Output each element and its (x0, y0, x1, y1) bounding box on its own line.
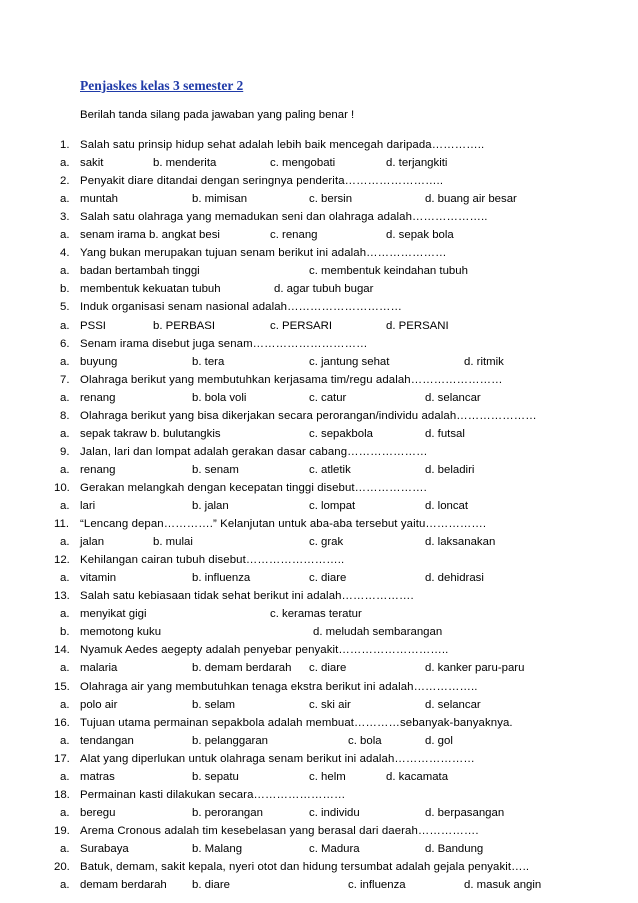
question-text: Salah satu olahraga yang memadukan seni dan olahraga adalah……………….. (80, 211, 488, 224)
answer-option[interactable]: polo air (80, 698, 118, 711)
answer-option[interactable]: b. pelanggaran (192, 734, 269, 747)
question-row (0, 825, 638, 843)
answer-option[interactable]: c. diare (309, 662, 347, 675)
question-text: Kehilangan cairan tubuh disebut…………………….. (80, 554, 345, 567)
answer-option[interactable]: b. influenza (192, 572, 251, 585)
question-number: 3. (60, 211, 70, 224)
question-row (0, 301, 638, 319)
answer-options-row (0, 356, 638, 374)
answer-option[interactable]: demam berdarah (80, 879, 167, 892)
answer-option[interactable]: c. grak (309, 536, 344, 549)
answer-option[interactable]: b. demam berdarah (192, 662, 292, 675)
question-number: 8. (60, 409, 70, 422)
answer-options-row (0, 283, 638, 301)
answer-option[interactable]: b. bola voli (192, 391, 247, 404)
answer-options-row (0, 157, 638, 175)
answer-option[interactable]: d. laksanakan (425, 536, 496, 549)
answer-option[interactable]: vitamin (80, 572, 117, 585)
answer-option[interactable]: c. influenza (348, 879, 406, 892)
answer-option[interactable]: b. jalan (192, 500, 229, 512)
question-text: Induk organisasi senam nasional adalah………………………… (80, 301, 402, 314)
question-number: 6. (60, 337, 70, 350)
answer-option[interactable]: buyung (80, 355, 118, 368)
question-row (0, 717, 638, 735)
answer-option[interactable]: d. ritmik (464, 355, 504, 368)
question-text: Arema Cronous adalah tim kesebelasan yang berasal dari daerah……………. (80, 824, 479, 837)
answer-option[interactable]: b. sepatu (192, 770, 239, 783)
answer-option[interactable]: c. bola (348, 734, 382, 747)
option-letter: a. (60, 608, 70, 621)
answer-option[interactable]: PSSI (80, 319, 106, 332)
answer-option[interactable]: menyikat gigi (80, 608, 147, 621)
question-row (0, 789, 638, 807)
answer-option[interactable]: b. menderita (153, 157, 217, 170)
answer-option[interactable]: b. mulai (153, 536, 193, 549)
answer-options-row (0, 608, 638, 626)
answer-options-row (0, 500, 638, 518)
option-letter: a. (60, 879, 70, 892)
answer-option[interactable]: b. diare (192, 879, 230, 892)
answer-option[interactable]: c. mengobati (270, 157, 336, 170)
answer-options-row (0, 464, 638, 482)
question-text: Permainan kasti dilakukan secara…………………… (80, 788, 346, 801)
question-row (0, 338, 638, 356)
question-row (0, 211, 638, 229)
question-text: Yang bukan merupakan tujuan senam berikut ini adalah………………… (80, 247, 447, 260)
question-number: 2. (60, 175, 70, 188)
answer-option[interactable]: memotong kuku (80, 626, 162, 639)
option-letter: a. (60, 229, 70, 242)
option-letter: b. (60, 283, 70, 296)
answer-option[interactable]: d. terjangkiti (386, 157, 448, 170)
question-text: Jalan, lari dan lompat adalah gerakan dasar cabang………………… (80, 445, 428, 458)
answer-options-row (0, 626, 638, 644)
answer-option[interactable]: malaria (80, 662, 118, 675)
answer-option[interactable]: c. individu (309, 806, 360, 819)
question-text: Olahraga berikut yang bisa dikerjakan secara perorangan/individu adalah………………… (80, 409, 537, 422)
answer-option[interactable]: membentuk kekuatan tubuh (80, 283, 221, 296)
question-row (0, 554, 638, 572)
question-row (0, 644, 638, 662)
answer-option[interactable]: b. tera (192, 355, 225, 368)
question-number: 1. (60, 139, 70, 151)
option-letter: a. (60, 355, 70, 368)
answer-option[interactable]: sakit (80, 157, 104, 170)
option-letter: a. (60, 770, 70, 783)
answer-options-row (0, 879, 638, 897)
answer-option[interactable]: senam irama b. angkat besi (80, 229, 220, 242)
answer-option[interactable]: c. ski air (309, 698, 351, 711)
answer-option[interactable]: d. kanker paru-paru (425, 662, 525, 675)
answer-options-row (0, 193, 638, 211)
answer-option[interactable]: Surabaya (80, 842, 129, 855)
question-number: 4. (60, 247, 70, 260)
answer-option[interactable]: d. selancar (425, 698, 481, 711)
option-letter: a. (60, 319, 70, 332)
answer-option[interactable]: d. PERSANI (386, 319, 449, 332)
answer-option[interactable]: d. loncat (425, 500, 469, 512)
answer-option[interactable]: c. renang (270, 229, 318, 242)
question-text: Salah satu kebiasaan tidak sehat berikut ini adalah………………. (80, 590, 414, 603)
answer-option[interactable]: c. sepakbola (309, 427, 373, 440)
answer-option[interactable]: c. diare (309, 572, 347, 585)
answer-option[interactable]: jalan (80, 536, 105, 549)
answer-option[interactable]: c. lompat (309, 500, 356, 512)
answer-option[interactable]: lari (80, 500, 96, 512)
answer-option[interactable]: c. jantung sehat (309, 355, 390, 368)
answer-option[interactable]: c. PERSARI (270, 319, 333, 332)
instruction-text: Berilah tanda silang pada jawaban yang paling benar ! (80, 109, 355, 121)
answer-option[interactable]: sepak takraw b. bulutangkis (80, 427, 221, 440)
question-text: Senam irama disebut juga senam………………………… (80, 337, 368, 350)
answer-option[interactable]: d. sepak bola (386, 229, 454, 242)
question-number: 7. (60, 373, 70, 386)
answer-options-row (0, 536, 638, 554)
answer-options-row (0, 392, 638, 410)
answer-options-row (0, 320, 638, 338)
answer-option[interactable]: b. senam (192, 463, 239, 476)
page-title: Penjaskes kelas 3 semester 2 (80, 78, 244, 93)
question-number: 15. (54, 680, 70, 693)
question-text: Olahraga air yang membutuhkan tenaga ekstra berikut ini adalah…………….. (80, 680, 478, 693)
answer-option[interactable]: d. agar tubuh bugar (274, 283, 374, 296)
answer-options-row (0, 265, 638, 283)
question-row (0, 681, 638, 699)
question-number: 5. (60, 301, 70, 314)
question-number: 18. (54, 788, 70, 801)
question-row (0, 861, 638, 879)
option-letter: a. (60, 698, 70, 711)
question-text: “Lencang depan………….” Kelanjutan untuk aba-aba tersebut yaitu……………. (80, 518, 487, 531)
answer-option[interactable]: b. Malang (192, 842, 243, 855)
answer-option[interactable]: c. bersin (309, 193, 353, 206)
answer-options-row (0, 699, 638, 717)
answer-option[interactable]: d. beladiri (425, 463, 475, 476)
question-text: Olahraga berikut yang membutuhkan kerjasama tim/regu adalah…………………… (80, 373, 503, 386)
question-row (0, 590, 638, 608)
question-number: 17. (54, 752, 70, 765)
question-row (0, 753, 638, 771)
answer-option[interactable]: c. helm (309, 770, 346, 783)
question-row (0, 175, 638, 193)
answer-options-row (0, 771, 638, 789)
answer-options-row (0, 229, 638, 247)
option-letter: a. (60, 662, 70, 675)
option-letter: a. (60, 391, 70, 404)
question-number: 13. (54, 590, 70, 603)
answer-option[interactable]: muntah (80, 193, 118, 206)
answer-option[interactable]: d. gol (425, 734, 453, 747)
option-letter: a. (60, 572, 70, 585)
question-text: Gerakan melangkah dengan kecepatan tinggi disebut………………. (80, 481, 427, 494)
option-letter: a. (60, 806, 70, 819)
answer-option[interactable]: tendangan (80, 734, 134, 747)
answer-option[interactable]: matras (80, 770, 115, 783)
question-text: Penyakit diare ditandai dengan seringnya penderita…………………….. (80, 175, 444, 188)
answer-option[interactable]: c. keramas teratur (270, 608, 362, 621)
answer-option[interactable]: d. selancar (425, 391, 481, 404)
question-number: 10. (54, 481, 70, 494)
answer-options-row (0, 735, 638, 753)
question-text: Tujuan utama permainan sepakbola adalah membuat…………sebanyak-banyaknya. (80, 716, 513, 729)
question-number: 12. (54, 554, 70, 567)
option-letter: a. (60, 157, 70, 170)
answer-option[interactable]: b. selam (192, 698, 236, 711)
answer-options-row (0, 843, 638, 861)
option-letter: a. (60, 193, 70, 206)
answer-option[interactable]: d. buang air besar (425, 193, 517, 206)
question-row (0, 446, 638, 464)
answer-options-row (0, 662, 638, 680)
option-letter: a. (60, 463, 70, 476)
question-text: Salah satu prinsip hidup sehat adalah lebih baik mencegah daripada………….. (80, 139, 485, 151)
option-letter: a. (60, 734, 70, 747)
answer-option[interactable]: b. PERBASI (153, 319, 216, 332)
answer-options-row (0, 428, 638, 446)
question-row (0, 410, 638, 428)
question-number: 16. (54, 716, 70, 729)
question-text: Alat yang diperlukan untuk olahraga senam berikut ini adalah………………… (80, 752, 475, 765)
question-number: 14. (54, 644, 70, 657)
question-number: 11. (54, 518, 69, 531)
question-row (0, 139, 638, 157)
option-letter: b. (60, 626, 70, 639)
answer-option[interactable]: c. atletik (309, 463, 351, 476)
answer-option[interactable]: d. dehidrasi (425, 572, 484, 585)
question-row (0, 482, 638, 500)
answer-option[interactable]: d. kacamata (386, 770, 449, 783)
option-letter: a. (60, 427, 70, 440)
question-number: 20. (54, 861, 70, 873)
question-row (0, 247, 638, 265)
answer-option[interactable]: d. berpasangan (425, 806, 505, 819)
answer-option[interactable]: d. Bandung (425, 842, 484, 855)
question-row (0, 518, 638, 536)
answer-option[interactable]: c. membentuk keindahan tubuh (309, 265, 468, 278)
answer-option[interactable]: d. masuk angin (464, 879, 542, 892)
question-number: 9. (60, 445, 70, 458)
answer-option[interactable]: renang (80, 391, 116, 404)
answer-options-row (0, 572, 638, 590)
answer-option[interactable]: renang (80, 463, 116, 476)
answer-options-row (0, 807, 638, 825)
answer-option[interactable]: d. meludah sembarangan (313, 626, 443, 639)
question-text: Batuk, demam, sakit kepala, nyeri otot dan hidung tersumbat adalah gejala penyakit….. (80, 861, 530, 873)
option-letter: a. (60, 500, 70, 512)
option-letter: a. (60, 265, 70, 278)
question-row (0, 374, 638, 392)
answer-option[interactable]: b. mimisan (192, 193, 248, 206)
answer-option[interactable]: badan bertambah tinggi (80, 265, 200, 278)
answer-option[interactable]: c. Madura (309, 842, 360, 855)
option-letter: a. (60, 536, 70, 549)
answer-option[interactable]: beregu (80, 806, 116, 819)
question-number: 19. (54, 824, 70, 837)
answer-option[interactable]: d. futsal (425, 427, 465, 440)
answer-option[interactable]: c. catur (309, 391, 347, 404)
answer-option[interactable]: b. perorangan (192, 806, 263, 819)
option-letter: a. (60, 842, 70, 855)
question-text: Nyamuk Aedes aegepty adalah penyebar penyakit……………………….. (80, 644, 449, 657)
